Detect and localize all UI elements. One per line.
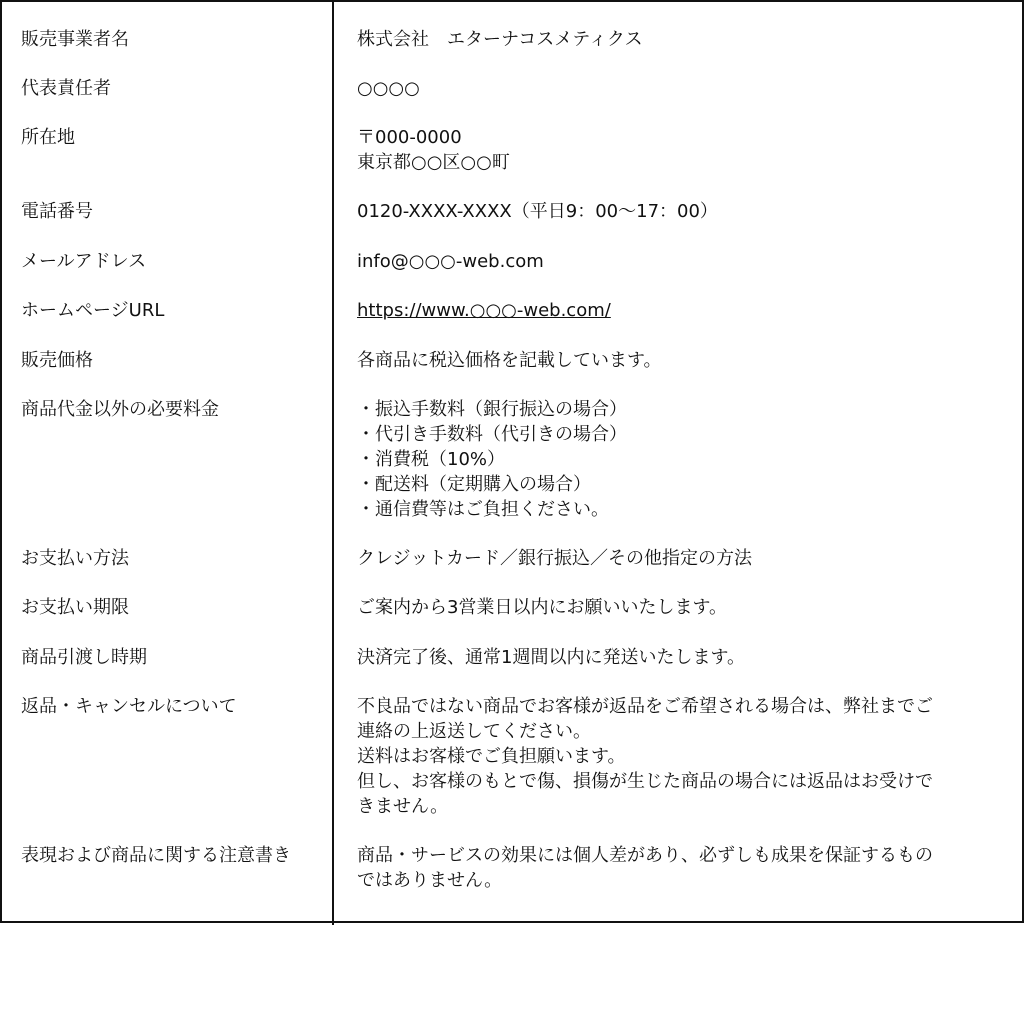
row-value — [357, 298, 1002, 323]
value-line: クレジットカード／銀行振込／その他指定の方法 — [357, 548, 753, 569]
row-value — [357, 348, 1002, 373]
value-line: 送料はお客様でご負担願います。 — [357, 746, 626, 767]
row-label: お支払い期限 — [21, 597, 129, 618]
row-label: 販売事業者名 — [21, 29, 129, 50]
row-value — [357, 76, 1002, 101]
value-line: ・消費税（10%） — [357, 449, 506, 470]
row-label: 商品代金以外の必要料金 — [21, 399, 219, 420]
row-value — [357, 397, 1002, 522]
value-line: 株式会社 エターナコスメティクス — [357, 29, 643, 50]
row-label: 電話番号 — [21, 201, 93, 222]
row-value — [357, 694, 1002, 819]
row-label: お支払い方法 — [21, 548, 129, 569]
row-label: 返品・キャンセルについて — [21, 696, 237, 717]
value-line: 0120-XXXX-XXXX（平日9：00〜17：00） — [357, 201, 718, 222]
row-value — [357, 546, 1002, 571]
value-line: ご案内から3営業日以内にお願いいたします。 — [357, 597, 728, 618]
row-label: 商品引渡し時期 — [21, 647, 147, 668]
value-line: 東京都○○区○○町 — [357, 152, 510, 173]
value-line: 連絡の上返送してください。 — [357, 721, 591, 742]
row-value — [357, 645, 1002, 670]
row-label: 所在地 — [21, 127, 75, 148]
row-value — [357, 595, 1002, 620]
value-line: 不良品ではない商品でお客様が返品をご希望される場合は、弊社までご — [357, 696, 933, 717]
value-line: 但し、お客様のもとで傷、損傷が生じた商品の場合には返品はお受けで — [357, 771, 933, 792]
row-value — [357, 199, 1002, 224]
value-line: 決済完了後、通常1週間以内に発送いたします。 — [357, 647, 746, 668]
row-label: 販売価格 — [21, 350, 93, 371]
value-line: ではありません。 — [357, 870, 503, 891]
row-value — [357, 843, 1002, 893]
row-label: ホームページURL — [21, 300, 165, 321]
value-line: ・通信費等はご負担ください。 — [357, 499, 609, 520]
row-label: 表現および商品に関する注意書き — [21, 845, 291, 866]
row-value — [357, 249, 1002, 274]
value-line: ・振込手数料（銀行振込の場合） — [357, 399, 627, 420]
value-line: 商品・サービスの効果には個人差があり、必ずしも成果を保証するもの — [357, 845, 933, 866]
row-value — [357, 27, 1002, 52]
column-divider — [332, 2, 334, 925]
value-line: ○○○○ — [357, 78, 420, 99]
value-line: ・配送料（定期購入の場合） — [357, 474, 591, 495]
row-label: メールアドレス — [21, 251, 147, 272]
value-line: ・代引き手数料（代引きの場合） — [357, 424, 627, 445]
value-line: 各商品に税込価格を記載しています。 — [357, 350, 662, 371]
value-line: きません。 — [357, 796, 449, 817]
value-line: 〒000-0000 — [357, 127, 462, 148]
row-value — [357, 125, 1002, 175]
value-line: info@○○○-web.com — [357, 251, 544, 272]
homepage-link[interactable]: https://www.○○○-web.com/ — [357, 300, 611, 321]
row-label: 代表責任者 — [21, 78, 111, 99]
